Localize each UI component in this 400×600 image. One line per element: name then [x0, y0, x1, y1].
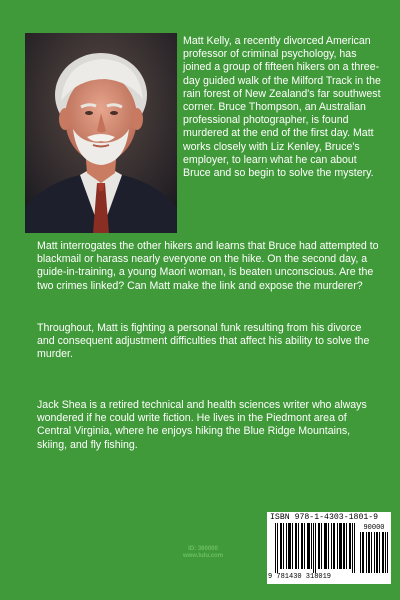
blurb-paragraph-1: Matt Kelly, a recently divorced American professor of criminal psychology, has joined a group of fifteen hikers on a three-day guided walk of the Milford Track in the rain forest of New Zealand's far southwest corner. Bruce Thompson, an Australian professional photographer, is found murdered at the end of the first day. Matt works closely with Liz Kenley, Bruce's employer, to learn what he can about Bruce and so begin to solve the mystery. — [183, 35, 381, 180]
publisher-imprint — [168, 546, 238, 560]
imprint-url: www.lulu.com — [182, 553, 224, 559]
price-code: 90000 — [363, 524, 385, 532]
author-photo — [25, 33, 177, 233]
isbn-barcode — [267, 512, 391, 584]
author-bio: Jack Shea is a retired technical and health sciences writer who always wondered if he could write fiction. He lives in the Piedmont area of Central Virginia, where he enjoys hiking the Blue Ridge Mountains, skiing, and fly fishing. — [37, 399, 367, 451]
addon-barcode-bars — [359, 532, 389, 573]
barcode-digits: 9 781430 318019 — [268, 573, 332, 581]
blurb-paragraph-2: Matt interrogates the other hikers and learns that Bruce had attempted to blackmail or harass nearly everyone on the hike. On the second day, a guide-in-training, a young Maori woman, is beaten unconscious. Are the two crimes linked? Can Matt make the link and expose the murderer? — [37, 240, 379, 292]
barcode-bars — [273, 523, 357, 573]
author-portrait-image — [25, 33, 177, 233]
blurb-paragraph-3: Throughout, Matt is fighting a personal funk resulting from his divorce and consequent adjustment difficulties that affect his ability to solve the murder. — [37, 322, 370, 361]
imprint-id: ID: 360000 — [188, 546, 218, 552]
isbn-label: ISBN 978-1-4303-1801-9 — [270, 513, 379, 522]
